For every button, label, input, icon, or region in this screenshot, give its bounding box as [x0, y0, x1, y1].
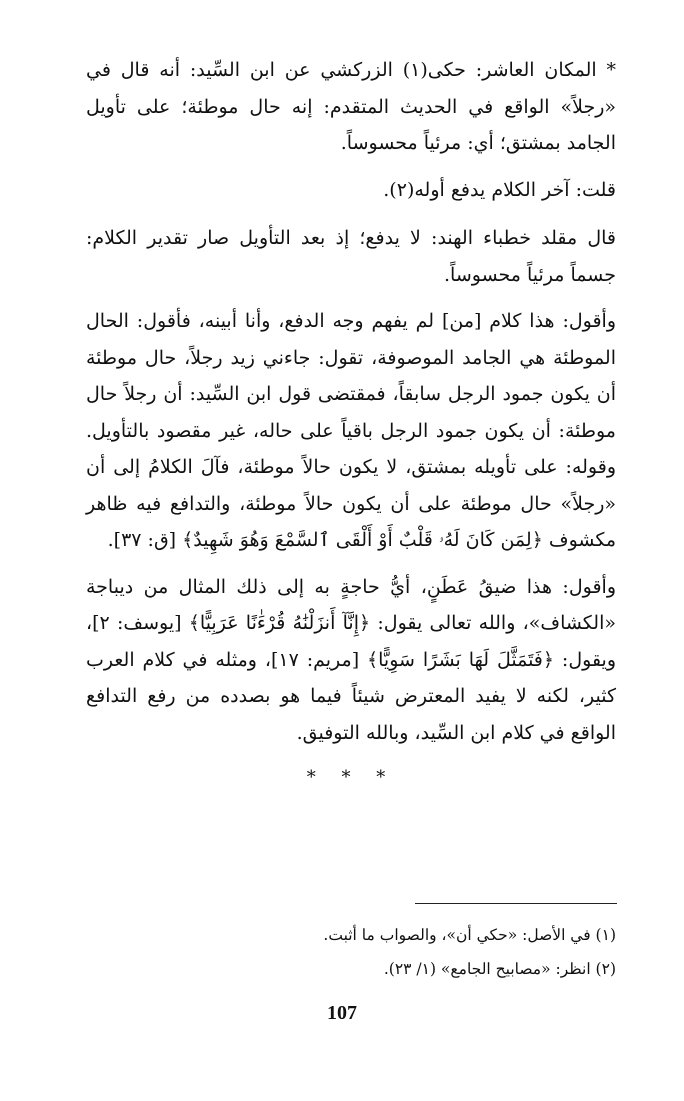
section-separator: * * * — [306, 767, 396, 788]
footnote-rule — [415, 903, 617, 904]
paragraph-5: وأقول: هذا ضيقُ عَطَنٍ، أيُّ حاجةٍ به إلى ذلك المثال من ديباجة «الكشاف»، والله تعالى يقول: ﴿إِنَّآ أَنزَلْنَٰهُ قُرْءَٰنًا عَرَبِيًّا﴾ [يوسف: ٢]، ويقول: ﴿فَتَمَثَّلَ لَهَا بَشَرًا سَوِيًّا﴾ [مريم: ١٧]، ومثله في كلام العرب كثير، لكنه لا يفيد المعترض شيئاً فيما هو بصدده من رفع التدافع الواقع في كلام ابن السِّيد، وبالله التوفيق. — [86, 575, 617, 744]
paragraph-4: وأقول: هذا كلام [من] لم يفهم وجه الدفع، وأنا أبينه، فأقول: الحال الموطئة هي الجامد الموصوفة، تقول: جاءني زيد رجلاً، حال موطئة أن يكون جمود الرجل سابقاً، فمقتضى قول ابن السِّيد: أن رجلاً حال موطئة: أن يكون جمود الرجل باقياً على حاله، غير مقصود بالتأويل. وقوله: على تأويله بمشتق، لا يكون حالاً موطئة، فآلَ الكلامُ إلى أن «رجلاً» حال موطئة على أن يكون حالاً موطئة، والتدافع فيه ظاهر مكشوف ﴿لِمَن كَانَ لَهُۥ قَلْبٌ أَوْ أَلْقَى ٱلسَّمْعَ وَهُوَ شَهِيدٌ﴾ [ق: ٣٧]. — [86, 310, 616, 551]
main-text — [86, 52, 616, 788]
footnotes — [86, 918, 616, 986]
footnote-1: (١) في الأصل: «حكي أن»، والصواب ما أثبت. — [323, 926, 616, 944]
footnote-2: (٢) انظر: «مصابيح الجامع» (١/ ٢٣). — [383, 960, 616, 978]
paragraph-1: * المكان العاشر: حكى(١) الزركشي عن ابن السِّيد: أنه قال في «رجلاً» الواقع في الحديث المتقدم: إنه حال موطئة؛ على تأويل الجامد بمشتق؛ أي: مرئياً محسوساً. — [86, 59, 616, 154]
page-number: 107 — [327, 1002, 357, 1024]
paragraph-2: قلت: آخر الكلام يدفع أوله(٢). — [383, 178, 616, 201]
paragraph-3: قال مقلد خطباء الهند: لا يدفع؛ إذ بعد التأويل صار تقدير الكلام: جسماً مرئياً محسوساً. — [86, 227, 616, 286]
